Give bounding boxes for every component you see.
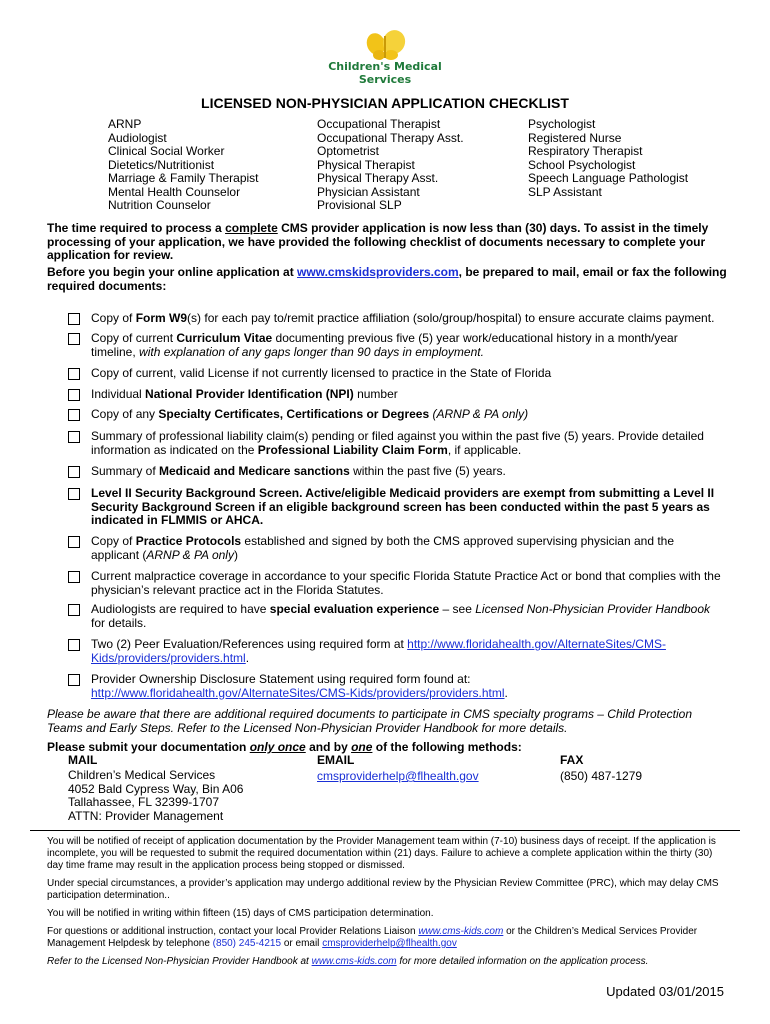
checkbox[interactable] <box>68 488 80 500</box>
profession-item: Physician Assistant <box>317 184 420 199</box>
profession-item: Speech Language Pathologist <box>528 171 689 185</box>
cms-logo <box>318 30 452 88</box>
fax-label: FAX <box>560 753 584 767</box>
logo-line-1: Children's Medical <box>328 60 442 73</box>
profession-item: Physical Therapy Asst. <box>317 171 439 185</box>
checklist-item-npi: Individual National Provider Identification (NPI) number <box>91 387 398 401</box>
profession-item: Respiratory Therapist <box>528 144 643 158</box>
address-line: ATTN: Provider Management <box>68 808 224 823</box>
checkbox[interactable] <box>68 674 80 686</box>
ownership-form-link[interactable]: http://www.floridahealth.gov/AlternateSites/CMS-Kids/providers/providers.html <box>91 685 505 700</box>
checkbox[interactable] <box>68 604 80 616</box>
checkbox[interactable] <box>68 389 80 401</box>
intro-paragraph <box>47 222 727 263</box>
profession-item: Provisional SLP <box>317 198 402 212</box>
intro-text: Before you begin your online application at <box>47 265 298 279</box>
profession-item: Dietetics/Nutritionist <box>108 157 215 172</box>
butterfly-icon <box>318 30 452 62</box>
intro-emphasis: complete <box>225 221 278 235</box>
checklist-item-peer-references: Two (2) Peer Evaluation/References using required form at http://www.floridahealth.gov/AlternateSites/CMS-Kids/providers/providers.html. <box>91 637 666 665</box>
profession-item: ARNP <box>108 117 142 131</box>
specialty-note: Please be aware that there are additional required documents to participate in CMS specialty programs – Child Protection Teams and Early Steps. Refer to the Licensed Non-Physician Provider Handbook for more details. <box>47 707 693 735</box>
profession-item: Physical Therapist <box>317 157 415 172</box>
checkbox[interactable] <box>68 536 80 548</box>
footer-paragraph: Under special circumstances, a provider’s application may undergo additional review by the Physician Review Committee (PRC), which may delay CMS participation determination.. <box>47 878 719 901</box>
profession-item: Psychologist <box>528 117 596 131</box>
intro-text: , be prepared to mail, email or fax the following required documents: <box>47 265 727 293</box>
fax-number: (850) 487-1279 <box>560 769 643 783</box>
profession-column-2 <box>317 118 464 213</box>
helpdesk-email-link[interactable]: cmsproviderhelp@flhealth.gov <box>322 938 457 949</box>
intro-text: The time required to process a <box>47 221 226 235</box>
footer-paragraph: Refer to the Licensed Non-Physician Provider Handbook at www.cms-kids.com for more detailed information on the application process. <box>47 956 649 967</box>
profession-item: Audiologist <box>108 130 167 145</box>
email-link[interactable]: cmsproviderhelp@flhealth.gov <box>317 769 479 783</box>
page-title: LICENSED NON-PHYSICIAN APPLICATION CHECKLIST <box>201 95 569 111</box>
checklist-item-audiologists: Audiologists are required to have special evaluation experience – see Licensed Non-Physician Provider Handbook for details. <box>91 602 711 630</box>
profession-item: Occupational Therapy Asst. <box>317 130 464 145</box>
checklist-item-background: Level II Security Background Screen. Active/eligible Medicaid providers are exempt from submitting a Level II Security Background Screen if an eligible background screen has been conducted within the past 5 years as indicated in FLMMIS or AHCA. <box>91 486 715 527</box>
checkbox[interactable] <box>68 333 80 345</box>
checkbox[interactable] <box>68 466 80 478</box>
cms-kids-link[interactable]: www.cms-kids.com <box>418 926 504 937</box>
updated-date: Updated 03/01/2015 <box>606 984 724 999</box>
checklist-item-certificates: Copy of any Specialty Certificates, Certifications or Degrees (ARNP & PA only) <box>91 407 529 421</box>
checklist-item-protocols: Copy of Practice Protocols established and signed by both the CMS approved supervising physician and the applicant (ARNP & PA only) <box>91 534 675 562</box>
profession-column-1 <box>108 118 259 213</box>
checklist-item-w9: Copy of Form W9(s) for each pay to/remit practice affiliation (solo/group/hospital) to ensure accurate claims payment. <box>91 311 715 325</box>
address-line: 4052 Bald Cypress Way, Bin A06 <box>68 781 244 796</box>
profession-item: Optometrist <box>317 144 380 158</box>
checklist-item-cv: Copy of current Curriculum Vitae documenting previous five (5) year work/educational history in a month/year timeline, with explanation of any gaps longer than 90 days in employment. <box>91 331 678 359</box>
logo-line-2: Services <box>358 73 412 86</box>
checkbox[interactable] <box>68 571 80 583</box>
submit-instructions: Please submit your documentation only once and by one of the following methods: <box>47 740 522 754</box>
divider <box>30 830 740 831</box>
checkbox[interactable] <box>68 409 80 421</box>
profession-column-3 <box>528 118 688 199</box>
mail-label: MAIL <box>68 753 98 767</box>
profession-item: School Psychologist <box>528 157 636 172</box>
profession-item: SLP Assistant <box>528 184 602 199</box>
profession-item: Nutrition Counselor <box>108 198 211 212</box>
cms-kids-link-2[interactable]: www.cms-kids.com <box>311 956 397 967</box>
profession-item: Mental Health Counselor <box>108 184 241 199</box>
checklist-item-sanctions: Summary of Medicaid and Medicare sanctions within the past five (5) years. <box>91 464 506 478</box>
checkbox[interactable] <box>68 639 80 651</box>
footer-paragraph: You will be notified of receipt of application documentation by the Provider Management team within (7-10) business days of receipt. If the application is incomplete, you will be requested to submit the required documentation within (21) days. Failure to achieve a complete application within the thirty (30) day time frame may result in the application process being stopped or dismissed. <box>47 836 716 871</box>
checklist-item-ownership: Provider Ownership Disclosure Statement using required form found at: http://www.floridahealth.gov/AlternateSites/CMS-Kids/providers/providers.html. <box>91 672 508 700</box>
footer-paragraph: For questions or additional instruction, contact your local Provider Relations Liaison www.cms-kids.com or the Children’s Medical Services Provider Management Helpdesk by telephone (850) 245-4215 or email cmsproviderhelp@flhealth.gov <box>47 926 698 949</box>
checklist-item-license: Copy of current, valid License if not currently licensed to practice in the State of Florida <box>91 366 552 380</box>
checklist-item-malpractice: Current malpractice coverage in accordance to your specific Florida Statute Practice Act or bond that complies with the physician’s relevant practice act in the Florida Statutes. <box>91 569 721 597</box>
profession-item: Registered Nurse <box>528 130 622 145</box>
peer-form-link[interactable]: http://www.floridahealth.gov/AlternateSites/CMS-Kids/providers/providers.html <box>91 637 666 665</box>
checkbox[interactable] <box>68 313 80 325</box>
cms-providers-link[interactable]: www.cmskidsproviders.com <box>297 265 459 279</box>
mail-address <box>68 769 243 823</box>
checkbox[interactable] <box>68 368 80 380</box>
profession-item: Clinical Social Worker <box>108 144 225 158</box>
checklist-item-liability: Summary of professional liability claim(s) pending or filed against you within the past five (5) years. Provide detailed information as indicated on the Professional Liability Claim Form, if applicable. <box>91 429 704 457</box>
email-label: EMAIL <box>317 753 355 767</box>
intro-text: CMS provider application is now less than (30) days. To assist in the timely processing of your application, we have provided the following checklist of documents necessary to complete your application for review. <box>47 221 709 262</box>
footer-paragraph: You will be notified in writing within fifteen (15) days of CMS participation determination. <box>47 908 434 919</box>
intro-paragraph-2 <box>47 266 727 293</box>
footer-notes <box>47 836 729 974</box>
checkbox[interactable] <box>68 431 80 443</box>
helpdesk-phone: (850) 245-4215 <box>212 938 282 949</box>
profession-item: Marriage & Family Therapist <box>108 171 259 185</box>
address-line: Tallahassee, FL 32399-1707 <box>68 795 219 809</box>
address-line: Children’s Medical Services <box>68 768 216 782</box>
profession-item: Occupational Therapist <box>317 117 441 131</box>
